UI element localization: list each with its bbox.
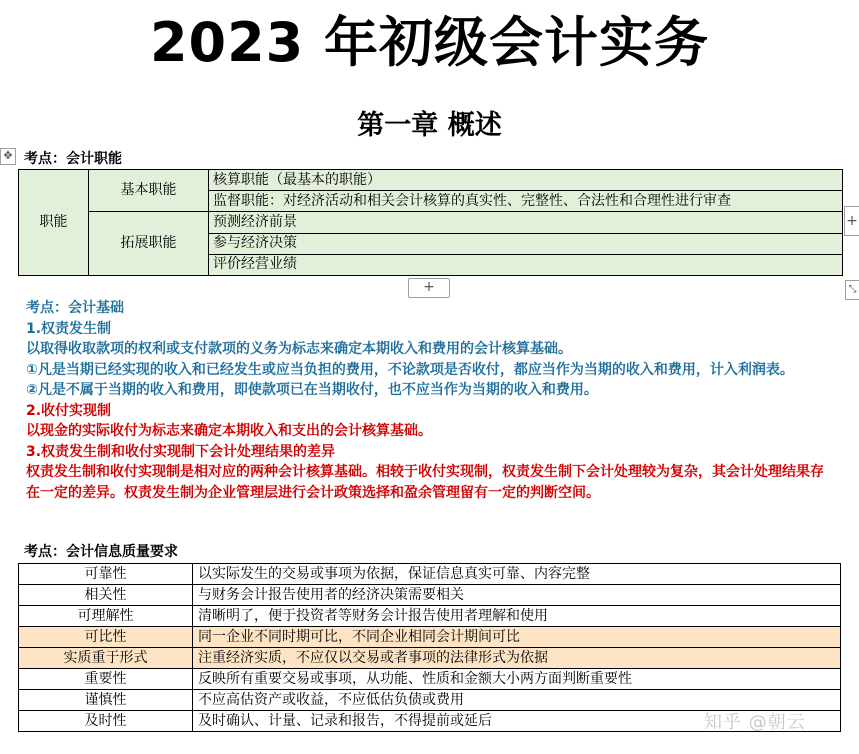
quality-name-cell: 可理解性: [19, 606, 193, 627]
section-label-quality: 考点：会计信息质量要求: [24, 544, 178, 560]
quality-requirements-table: [18, 563, 841, 732]
add-row-plus-icon[interactable]: +: [408, 278, 450, 298]
quality-desc-cell: 注重经济实质，不应仅以交易或者事项的法律形式为依据: [193, 648, 841, 669]
quality-name-cell: 实质重于形式: [19, 648, 193, 669]
add-column-plus-icon[interactable]: +: [844, 206, 859, 236]
quality-name-cell: 谨慎性: [19, 690, 193, 711]
function-item: 评价经营业绩: [209, 254, 843, 275]
paragraph-line: 2.收付实现制: [26, 402, 112, 419]
table-row: [19, 648, 841, 669]
paragraph-line: 权责发生制和收付实现制是相对应的两种会计核算基础。相较于收付实现制，权责发生制下会计处理较为复杂，其会计处理结果存在一定的差异。权责发生制为企业管理层进行会计政策选择和盈余管理留有一定的判断空间。: [26, 464, 824, 501]
table-row: [19, 606, 841, 627]
quality-name-cell: 及时性: [19, 711, 193, 732]
quality-desc-cell: 与财务会计报告使用者的经济决策需要相关: [193, 585, 841, 606]
quality-desc-cell: 及时确认、计量、记录和报告，不得提前或延后: [193, 711, 841, 732]
quality-desc-cell: 清晰明了，便于投资者等财务会计报告使用者理解和使用: [193, 606, 841, 627]
chapter-title: 第一章 概述: [357, 110, 502, 141]
quality-name-cell: 可比性: [19, 627, 193, 648]
function-item: 预测经济前景: [209, 212, 843, 233]
table-row: [19, 669, 841, 690]
quality-name-cell: 重要性: [19, 669, 193, 690]
paragraph-line: ①凡是当期已经实现的收入和已经发生或应当负担的费用，不论款项是否收付，都应当作为当期的收入和费用，计入利润表。: [26, 361, 794, 378]
quality-desc-cell: 不应高估资产或收益，不应低估负债或费用: [193, 690, 841, 711]
function-item: 监督职能：对经济活动和相关会计核算的真实性、完整性、合法性和合理性进行审查: [209, 191, 843, 212]
quality-desc-cell: 以实际发生的交易或事项为依据，保证信息真实可靠、内容完整: [193, 564, 841, 585]
paragraph-line: 3.权责发生制和收付实现制下会计处理结果的差异: [26, 443, 336, 460]
table-row: [19, 564, 841, 585]
section-label-basis: 考点：会计基础: [26, 300, 124, 316]
accounting-basis-section: [26, 298, 836, 503]
function-item: 核算职能（最基本的职能）: [209, 170, 843, 191]
functions-root-cell: 职能: [19, 170, 89, 276]
function-item: 参与经济决策: [209, 233, 843, 254]
table-row: [19, 585, 841, 606]
quality-desc-cell: 反映所有重要交易或事项，从功能、性质和金额大小两方面判断重要性: [193, 669, 841, 690]
table-row: [19, 627, 841, 648]
resize-icon[interactable]: ⤡: [845, 280, 859, 300]
section-label-functions: 考点：会计职能: [24, 151, 122, 167]
table-row: [19, 170, 843, 191]
paragraph-line: 以取得收取款项的权利或支付款项的义务为标志来确定本期收入和费用的会计核算基础。: [26, 341, 572, 357]
paragraph-line: 以现金的实际收付为标志来确定本期收入和支出的会计核算基础。: [26, 423, 432, 439]
group-extended-cell: 拓展职能: [89, 212, 209, 276]
paragraph-line: ②凡是不属于当期的收入和费用，即使款项已在当期收付，也不应当作为当期的收入和费用。: [26, 382, 598, 398]
paragraph-line: 1.权责发生制: [26, 320, 112, 337]
quality-name-cell: 可靠性: [19, 564, 193, 585]
watermark: 知乎 @朝云: [704, 712, 806, 733]
group-basic-cell: 基本职能: [89, 170, 209, 212]
quality-desc-cell: 同一企业不同时期可比，不同企业相同会计期间可比: [193, 627, 841, 648]
table-row: [19, 212, 843, 233]
document-title: 2023 年初级会计实务: [149, 11, 710, 74]
quality-name-cell: 相关性: [19, 585, 193, 606]
functions-table: [18, 169, 843, 276]
move-icon[interactable]: ✥: [0, 148, 16, 165]
